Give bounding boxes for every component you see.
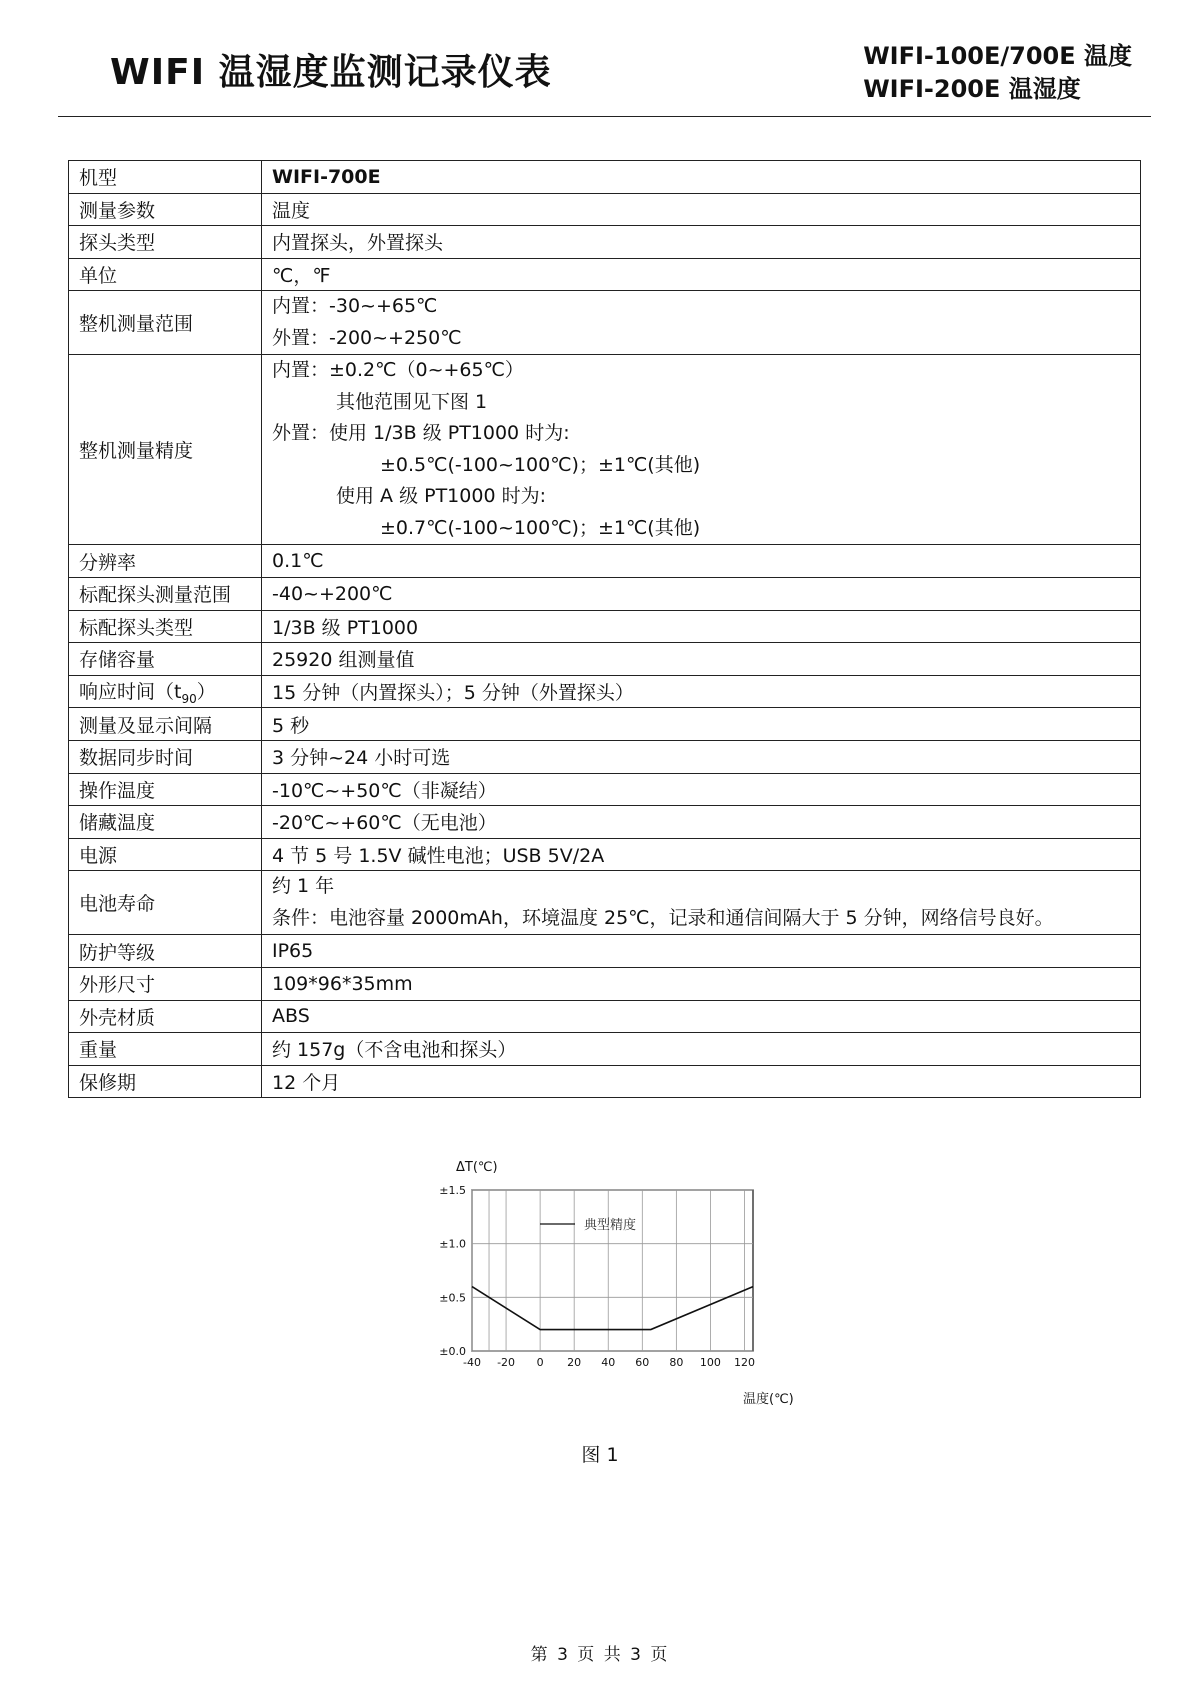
spec-label: 电源 <box>69 838 262 871</box>
figure-caption: 图 1 <box>581 1444 619 1466</box>
spec-label: 保修期 <box>69 1065 262 1098</box>
x-axis-label: 温度(℃) <box>743 1392 794 1407</box>
table-row <box>69 1065 1141 1098</box>
spec-value: ABS <box>262 1000 1141 1033</box>
x-tick-label: 40 <box>601 1356 616 1369</box>
table-row <box>69 675 1141 708</box>
table-row <box>69 193 1141 226</box>
spec-label: 外壳材质 <box>69 1000 262 1033</box>
spec-value: -20℃~+60℃（无电池） <box>262 806 1141 839</box>
spec-line: ±0.7℃(-100~100℃)；±1℃(其他) <box>380 516 701 539</box>
accuracy-chart-svg <box>420 1155 800 1410</box>
spec-label: 测量及显示间隔 <box>69 708 262 741</box>
spec-line: 外置：使用 1/3B 级 PT1000 时为: <box>272 422 570 445</box>
table-row <box>69 1000 1141 1033</box>
legend-label: 典型精度 <box>584 1218 637 1233</box>
table-row <box>69 545 1141 578</box>
table-row <box>69 740 1141 773</box>
page-footer: 第 3 页 共 3 页 <box>530 1645 670 1665</box>
x-tick-label: 80 <box>669 1356 684 1369</box>
spec-value: 1/3B 级 PT1000 <box>262 610 1141 643</box>
x-tick-label: 60 <box>635 1356 650 1369</box>
spec-line: 条件：电池容量 2000mAh，环境温度 25℃，记录和通信间隔大于 5 分钟，网络信号良好。 <box>272 906 1054 929</box>
x-tick-label: -40 <box>463 1356 481 1369</box>
x-tick-label: -20 <box>497 1356 516 1369</box>
spec-value <box>262 291 1141 355</box>
spec-label: 单位 <box>69 258 262 291</box>
spec-label-end: ） <box>196 681 216 704</box>
spec-label: 存储容量 <box>69 643 262 676</box>
spec-label: 机型 <box>69 161 262 194</box>
spec-value: 109*96*35mm <box>262 967 1141 1000</box>
spec-value: ℃，℉ <box>262 258 1141 291</box>
series-line <box>472 1287 753 1330</box>
spec-label: 外形尺寸 <box>69 967 262 1000</box>
spec-label: 整机测量精度 <box>69 355 262 545</box>
spec-line: 内置：-30~+65℃ <box>272 295 438 318</box>
y-axis-label: ΔT(℃) <box>456 1160 498 1175</box>
spec-label: 操作温度 <box>69 773 262 806</box>
table-row <box>69 577 1141 610</box>
spec-value: 内置探头，外置探头 <box>262 226 1141 259</box>
accuracy-chart <box>420 1155 800 1410</box>
table-row <box>69 226 1141 259</box>
spec-value: 4 节 5 号 1.5V 碱性电池；USB 5V/2A <box>262 838 1141 871</box>
spec-label <box>69 675 262 708</box>
spec-label: 电池寿命 <box>69 871 262 935</box>
x-tick-label: 20 <box>567 1356 582 1369</box>
spec-label: 整机测量范围 <box>69 291 262 355</box>
table-row <box>69 871 1141 935</box>
spec-value: 5 秒 <box>262 708 1141 741</box>
table-row <box>69 291 1141 355</box>
spec-value: 12 个月 <box>262 1065 1141 1098</box>
page-title: WIFI 温湿度监测记录仪表 <box>110 52 552 93</box>
spec-line: 其他范围见下图 1 <box>336 390 488 413</box>
y-tick-label: ±1.5 <box>439 1184 466 1197</box>
model-summary <box>863 40 1132 106</box>
spec-label: 储藏温度 <box>69 806 262 839</box>
x-tick-label: 0 <box>536 1356 544 1369</box>
y-tick-label: ±0.0 <box>439 1345 466 1358</box>
spec-value: 温度 <box>262 193 1141 226</box>
table-row <box>69 708 1141 741</box>
table-row <box>69 838 1141 871</box>
spec-label: 测量参数 <box>69 193 262 226</box>
table-row <box>69 355 1141 545</box>
spec-label: 防护等级 <box>69 935 262 968</box>
spec-line: 使用 A 级 PT1000 时为: <box>336 485 546 508</box>
spec-value: 约 157g（不含电池和探头） <box>262 1033 1141 1066</box>
header-divider <box>58 116 1151 117</box>
spec-line: 约 1 年 <box>272 875 335 898</box>
table-row <box>69 258 1141 291</box>
table-row <box>69 806 1141 839</box>
spec-value: 15 分钟（内置探头）；5 分钟（外置探头） <box>262 675 1141 708</box>
spec-line: 内置：±0.2℃（0~+65℃） <box>272 359 524 382</box>
model-summary-line-1: WIFI-100E/700E 温度 <box>863 42 1132 70</box>
spec-value: IP65 <box>262 935 1141 968</box>
spec-label: 标配探头测量范围 <box>69 577 262 610</box>
spec-value: 0.1℃ <box>262 545 1141 578</box>
model-summary-line-2: WIFI-200E 温湿度 <box>863 75 1081 103</box>
plot-frame <box>472 1190 753 1351</box>
spec-line: ±0.5℃(-100~100℃)；±1℃(其他) <box>380 453 701 476</box>
spec-label: 重量 <box>69 1033 262 1066</box>
spec-label-main: 响应时间（t <box>79 681 182 704</box>
spec-label: 分辨率 <box>69 545 262 578</box>
y-tick-label: ±1.0 <box>439 1237 466 1251</box>
spec-label: 探头类型 <box>69 226 262 259</box>
table-row <box>69 643 1141 676</box>
x-tick-label: 120 <box>733 1356 755 1369</box>
spec-label: 标配探头类型 <box>69 610 262 643</box>
spec-line: 外置：-200~+250℃ <box>272 326 462 349</box>
table-row <box>69 610 1141 643</box>
table-row <box>69 967 1141 1000</box>
spec-label-subscript: 90 <box>181 691 197 706</box>
table-row <box>69 935 1141 968</box>
x-tick-label: 100 <box>699 1356 721 1369</box>
spec-table <box>68 160 1141 1098</box>
spec-value: 3 分钟~24 小时可选 <box>262 740 1141 773</box>
y-tick-label: ±0.5 <box>439 1291 466 1305</box>
spec-value: WIFI-700E <box>262 161 1141 194</box>
spec-value <box>262 355 1141 545</box>
spec-value: -10℃~+50℃（非凝结） <box>262 773 1141 806</box>
spec-value: -40~+200℃ <box>262 577 1141 610</box>
spec-value <box>262 871 1141 935</box>
table-row <box>69 161 1141 194</box>
spec-value: 25920 组测量值 <box>262 643 1141 676</box>
table-row <box>69 1033 1141 1066</box>
spec-label: 数据同步时间 <box>69 740 262 773</box>
table-row <box>69 773 1141 806</box>
